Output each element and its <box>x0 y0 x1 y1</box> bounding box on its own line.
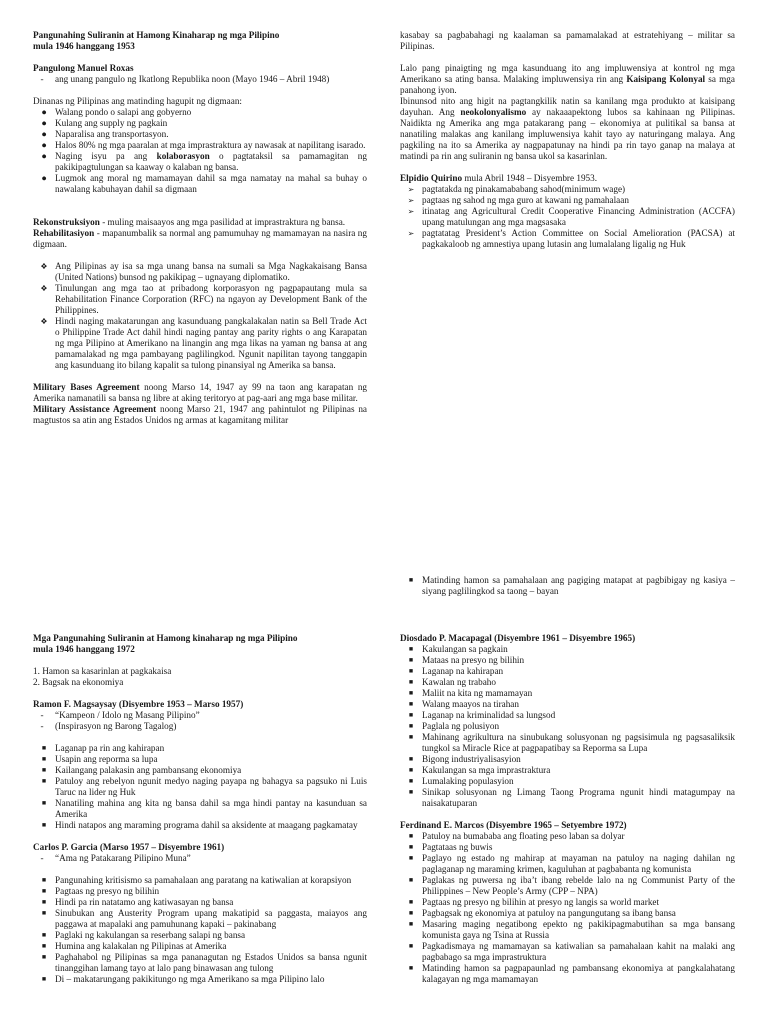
list-item: ❖ Tinulungan ang mga tao at pribadong korporasyon ng pagpapautang mula sa Rehabilitation Finance Corporation (RFC) na ngayon ay Development Bank of the Philippines. <box>40 283 367 315</box>
list-item: ● Lugmok ang moral ng mamamayan dahil sa mga namatay na mahal sa buhay o nawalang kabuhayan dahil sa digmaan <box>41 173 367 194</box>
list-item: ■ Mahinang agrikultura na sinubukang solusyonan ng pagsisimula ng pagsasaliksik tungkol sa Miracle Rice at pagpapatibay sa Reporma sa Lupa <box>408 732 735 753</box>
page-subtitle: mula 1946 hanggang 1953 <box>33 41 135 51</box>
list-item: ■ Pagkadismaya ng mamamayan sa katiwalian sa pamahalaan kahit na malaki ang pagbabago sa mga imprastruktura <box>408 941 735 962</box>
list-item: ■ Paghahabol ng Pilipinas sa mga pananagutan ng Estados Unidos sa bansa ngunit tinanggihan lamang tayo at lalo pang binawasan ang tulong <box>41 952 367 973</box>
list-item: ■ Usapin ang reporma sa lupa <box>41 754 158 764</box>
military-assistance-agreement: Military Assistance Agreement noong Marso 21, 1947 ang pahintulot ng Pilipinas na magtustos sa atin ang Estados Unidos ng armas at kagamitang militar <box>33 404 367 425</box>
list-item: ❖ Ang Pilipinas ay isa sa mga unang bansa na sumali sa Mga Nagkakaisang Bansa (United Nations) bunsod ng pakikipag – ugnayang diplomatiko. <box>40 261 367 282</box>
list-item: ■ Pagtaas ng presyo ng bilihin at presyo ng langis sa world market <box>408 897 660 907</box>
list-item: ● Walang pondo o salapi ang gobyerno <box>41 107 192 117</box>
war-intro: Dinanas ng Pilipinas ang matinding hagupit ng digmaan: <box>33 96 242 106</box>
list-item: ■ Bigong industriyalisasyion <box>408 754 521 764</box>
list-item: ■ Laganap na kriminalidad sa lungsod <box>408 710 556 720</box>
list-item: ■ Maliit na kita ng mamamayan <box>408 688 533 698</box>
list-item: ■ Nanatiling mahina ang kita ng bansa dahil sa mga hindi pantay na kasunduan sa Amerika <box>41 798 367 819</box>
list-item: ■ Masaring maging negatibong epekto ng pakikipagmabutihan sa mga bansang komunista gaya ng Tsina at Russia <box>408 919 735 940</box>
list-item: ● Naparalisa ang transportasyon. <box>41 129 169 139</box>
list-item: ■ Patuloy ang rebelyon ngunit medyo naging payapa ng bahagya sa pagsuko ni Luis Taruc na lider ng Huk <box>41 776 367 797</box>
kaisipang-kolonyal-paragraph: Lalo pang pinaigting ng mga kasunduang ito ang impluwensiya at kontrol ng mga Amerikano sa ating bansa. Malaking impluwensiya rin ang Kaisipang Kolonyal sa mga panahong iyon. <box>400 63 735 95</box>
list-item: ■ Matinding hamon sa pagpapaunlad ng pambansang ekonomiya at pangkalahatang kalagayan ng mga mamamayan <box>408 963 735 984</box>
list-item: ■ Kailangang palakasin ang pambansang ekonomiya <box>41 765 242 775</box>
numbered-item: 2. Bagsak na ekonomiya <box>33 677 124 687</box>
list-item: ■ Hindi natapos ang maraming programa dahil sa aksidente at maagang pagkamatay <box>41 820 358 830</box>
list-item: ➢ pagtatatag President’s Action Committee on Social Amelioration (PACSA) at pagkakaloob ng amnestiya upang lutasin ang lumalalang ligalig ng Huk <box>407 228 735 249</box>
list-item: ■ Laganap pa rin ang kahirapan <box>41 743 165 753</box>
list-item: - (Inspirasyon ng Barong Tagalog) <box>40 721 177 731</box>
top-right-bottom-item <box>400 575 735 597</box>
list-item: ■ Sinikap solusyonan ng Limang Taong Programa ngunit hindi matagumpay na naisakatuparan <box>408 787 735 808</box>
list-item: ■ Kawalan ng trabaho <box>408 677 496 687</box>
section-subtitle: mula 1946 hanggang 1972 <box>33 644 135 654</box>
bottom-left-column <box>33 633 367 985</box>
marcos-heading: Ferdinand E. Marcos (Disyembre 1965 – Setyembre 1972) <box>400 820 627 830</box>
diamond-list <box>33 261 367 371</box>
marcos-list <box>400 831 735 985</box>
list-item: ■ Laganap na kahirapan <box>408 666 504 676</box>
list-item: ■ Mataas na presyo ng bilihin <box>408 655 525 665</box>
list-item: ● Kulang ang supply ng pagkain <box>41 118 168 128</box>
macapagal-list <box>400 644 735 809</box>
garcia-dash-list <box>33 853 367 864</box>
bottom-right-column <box>400 633 735 985</box>
list-item: ■ Kakulangan sa mga imprastraktura <box>408 765 551 775</box>
continuation-text: kasabay sa pagbabahagi ng kaalaman sa pamamalakad at estratehiyang – militar sa Pilipinas. <box>400 30 735 51</box>
quirino-heading: Elpidio Quirino mula Abril 1948 – Disyembre 1953. <box>400 173 598 183</box>
list-item: ■ Patuloy na bumababa ang floating peso laban sa dolyar <box>408 831 625 841</box>
list-item: ■ Sinubukan ang Austerity Program upang makatipid sa paggasta, maiayos ang paggawa at mapalaki ang pamuhunang kapaki – pakinabang <box>41 908 367 929</box>
rehabilitasiyon-definition: Rehabilitasiyon - mapanumbalik sa normal ang pamumuhay ng mamamayan na nasira ng digmaan. <box>33 228 367 249</box>
magsaysay-heading: Ramon F. Magsaysay (Disyembre 1953 – Marso 1957) <box>33 699 244 709</box>
list-item: ■ Kakulangan sa pagkain <box>408 644 508 654</box>
roxas-list <box>33 74 367 85</box>
list-item: ■ Paglakas ng puwersa ng iba’t ibang rebelde lalo na ng Communist Party of the Philippines – New People’s Army (CPP – NPA) <box>408 875 735 896</box>
garcia-heading: Carlos P. Garcia (Marso 1957 – Disyembre 1961) <box>33 842 225 852</box>
list-item: - “Kampeon / Idolo ng Masang Pilipino” <box>40 710 200 720</box>
top-left-column <box>33 30 367 426</box>
neokolonyalismo-paragraph: Ibinunsod nito ang higit na pagtangkilik natin sa kanilang mga produkto at kaisipang dayuhan. Ang neokolonyalismo ay nakaaapektong lubos sa kahinaan ng Pilipinas. Naidikta ng Amerika ang mga patakarang pang – ekonomiya at pulitikal sa bansa at nanatiling malakas ang kanilang impluwensiya kahit tayo ay naturingang malaya. Ang pagkiling na ito sa Amerika ay nagpapatunay na hindi pa rin tayo ganap na malaya at matindi pa rin ang suliranin ng bansa ukol sa kasarinlan. <box>400 96 735 161</box>
list-item: ■ Walang maayos na tirahan <box>408 699 519 709</box>
list-item: ➢ pagtaas ng sahod ng mga guro at kawani ng pamahalaan <box>407 195 629 205</box>
list-item: ➢ pagtatakda ng pinakamababang sahod(minimum wage) <box>407 184 626 194</box>
quirino-list <box>400 184 735 250</box>
list-item: ■ Pangunahing kritisismo sa pamahalaan ang paratang na katiwalian at korapsiyon <box>41 875 352 885</box>
list-item: ■ Pagtaas ng presyo ng bilihin <box>41 886 160 896</box>
list-item: ■ Paglaki ng kakulangan sa reserbang salapi ng bansa <box>41 930 246 940</box>
list-item: - “Ama ng Patakarang Pilipino Muna” <box>40 853 191 863</box>
roxas-heading: Pangulong Manuel Roxas <box>33 63 134 73</box>
section-title: Mga Pangunahing Suliranin at Hamong kinaharap ng mga Pilipino <box>33 633 298 643</box>
rekonstruksiyon-definition: Rekonstruksiyon - muling maisaayos ang mga pasilidad at imprastraktura ng bansa. <box>33 217 346 227</box>
war-list <box>33 107 367 195</box>
list-item: ■ Matinding hamon sa pamahalaan ang pagiging matapat at pagbibigay ng kasiya – siyang paglilingkod sa taong – bayan <box>408 575 735 596</box>
list-item: ■ Hindi pa rin natatamo ang katiwasayan ng bansa <box>41 897 234 907</box>
list-item: ➢ itinatag ang Agricultural Credit Cooperative Financing Administration (ACCFA) upang matulungan ang mga magsasaka <box>407 206 735 227</box>
list-item: ■ Paglayo ng estado ng mahirap at mayaman na patuloy na naging dahilan ng paglaganap ng maraming krimen, kaguluhan at pagbabanta ng komunista <box>408 853 735 874</box>
list-item: ■ Humina ang kalakalan ng Pilipinas at Amerika <box>41 941 227 951</box>
list-item: ■ Lumalaking populasyion <box>408 776 514 786</box>
list-item: ● Halos 80% ng mga paaralan at mga imprastraktura ay nawasak at napilitang isarado. <box>41 140 366 150</box>
list-item: ■ Di – makatarungang pakikitungo ng mga Amerikano sa mga Pilipino lalo <box>41 974 325 984</box>
list-item: ● Naging isyu pa ang kolaborasyon o pagtataksil sa pamamagitan ng pakikipagtulungan sa kaaway o kalaban ng bansa. <box>41 151 367 172</box>
page-title: Pangunahing Suliranin at Hamong Kinaharap ng mga Pilipino <box>33 30 280 40</box>
numbered-item: 1. Hamon sa kasarinlan at pagkakaisa <box>33 666 172 676</box>
list-item: ■ Paglala ng polusiyon <box>408 721 500 731</box>
garcia-list <box>33 875 367 985</box>
top-right-column <box>400 30 735 250</box>
military-bases-agreement: Military Bases Agreement noong Marso 14, 1947 ay 99 na taon ang karapatan ng Amerika namanatili sa bansa ng libre at aking teritoryo at pag-aari ang mga base militar. <box>33 382 368 403</box>
magsaysay-list <box>33 743 367 831</box>
list-item: ■ Pagbagsak ng ekonomiya at patuloy na pangungutang sa ibang bansa <box>408 908 676 918</box>
macapagal-heading: Diosdado P. Macapagal (Disyembre 1961 – Disyembre 1965) <box>400 633 636 643</box>
list-item: ■ Pagtataas ng buwis <box>408 842 493 852</box>
list-item: ❖ Hindi naging makatarungan ang kasunduang pangkalakalan natin sa Bell Trade Act o Philippine Trade Act dahil hindi naging pantay ang parity rights o ang Karapatan ng mga Pilipino at Amerikano na linangin ang mga likas na yaman ng bansa at ang pamamalakad ng mga pambayang paglilingkod. Ngunit napilitan tayong tanggapin ang kasunduang ito bilang kapalit sa tulong pinansiyal ng Amerika sa bansa. <box>40 316 367 370</box>
magsaysay-dash-list <box>33 710 367 732</box>
list-item: - ang unang pangulo ng Ikatlong Republika noon (Mayo 1946 – Abril 1948) <box>40 74 330 84</box>
